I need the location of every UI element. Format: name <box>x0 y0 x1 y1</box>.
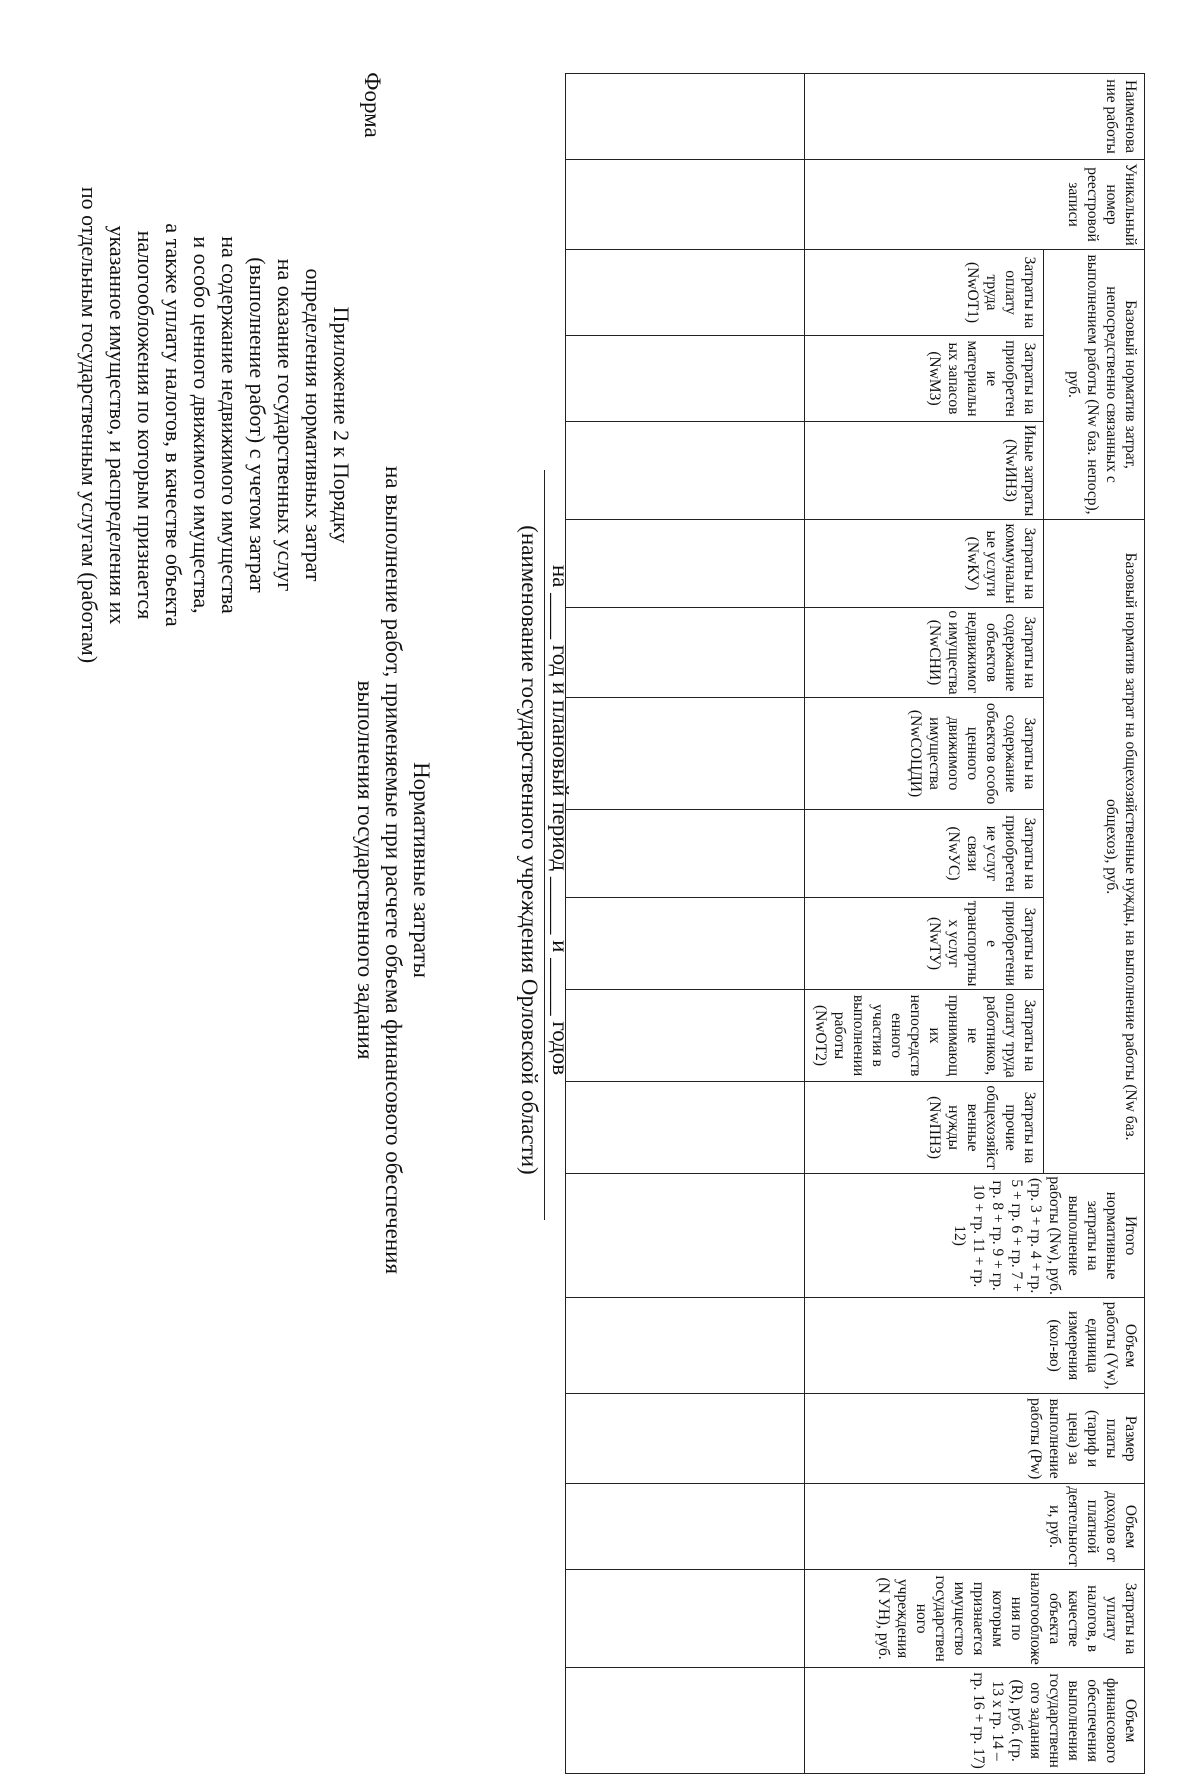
header-general-costs-group: Базовый норматив затрат на общехозяйственные нужды, на выполнение работы (Nw баз. общехоз), руб. <box>1044 520 1145 1174</box>
header-indirect-labor-costs: Затраты на оплату труда работников, не принимающих непосредственного участия в выполнении работы (NwОТ2) <box>805 990 1044 1082</box>
table-cell <box>566 1394 805 1484</box>
table-cell <box>566 520 805 608</box>
table-cell <box>566 1668 805 1774</box>
header-communication-costs: Затраты на приобретение услуг связи (NwУС) <box>805 810 1044 898</box>
header-total-costs: Итого нормативные затраты на выполнение работы (Nw), руб. (гр. 3 + гр. 4 + гр. 5 + гр. 6 + гр. 7 + гр. 8 + гр. 9 + гр. 10 + гр. 11 + гр. 12) <box>805 1174 1145 1298</box>
header-real-estate-costs: Затраты на содержание объектов недвижимого имущества (NwСНИ) <box>805 608 1044 698</box>
header-labor-costs: Затраты на оплату труда (NwОТ1) <box>805 250 1044 336</box>
appendix-line: и особо ценного движимого имущества, <box>189 236 214 614</box>
institution-caption: (наименование государственного учреждения Орловской области) <box>517 525 542 1175</box>
table-cell <box>566 1484 805 1570</box>
table-cell <box>566 990 805 1082</box>
header-tax-costs: Затраты на уплату налогов, в качестве объекта налогообложения по которым признается имущество государственного учреждения (N УН), руб. <box>805 1570 1145 1668</box>
appendix-line: определения нормативных затрат <box>301 268 326 582</box>
institution-underline <box>544 470 545 1220</box>
table-cell <box>566 336 805 422</box>
table-cell <box>566 898 805 990</box>
appendix-line: по отдельным государственным услугам (работам) <box>77 186 102 664</box>
header-fee-size: Размер платы (тариф и цена) за выполнение работы (Pw) <box>805 1394 1145 1484</box>
appendix-line: Приложение 2 к Порядку <box>329 306 354 544</box>
header-work-name: Наименование работы <box>805 74 1145 160</box>
title-line-1: Нормативные затраты <box>409 762 434 978</box>
appendix-line: налогообложения по которым признается <box>133 230 158 620</box>
cost-table <box>565 73 1145 1774</box>
header-other-costs: Иные затраты (NwИНЗ) <box>805 422 1044 520</box>
table-row <box>566 74 805 1774</box>
table-cell <box>566 1082 805 1174</box>
table-cell <box>566 810 805 898</box>
header-materials-costs: Затраты на приобретение материальных запасов (NwМЗ) <box>805 336 1044 422</box>
period-line: на ____ год и плановый период _____ и _____ годов <box>548 564 573 1076</box>
header-utilities-costs: Затраты на коммунальные услуги (NwКУ) <box>805 520 1044 608</box>
appendix-line: на оказание государственных услуг <box>273 258 298 592</box>
table-cell <box>566 1570 805 1668</box>
header-transport-costs: Затраты на приобретение транспортных услуг (NwТУ) <box>805 898 1044 990</box>
table-cell <box>566 250 805 336</box>
table-cell <box>566 160 805 250</box>
table-cell <box>566 74 805 160</box>
header-work-volume: Объем работы (Vw), единица измерения (кол-во) <box>805 1298 1145 1394</box>
cost-table-wrapper <box>565 73 1145 1774</box>
title-line-2: на выполнение работ, применяемые при расчете объема финансового обеспечения <box>381 465 406 1275</box>
header-financing-volume: Объем финансового обеспечения выполнения государственного задания (R), руб. (гр. 13 х гр. 14 – гр. 16 + гр. 17) <box>805 1668 1145 1774</box>
appendix-line: а также уплату налогов, в качестве объекта <box>161 223 186 627</box>
appendix-note <box>75 45 355 805</box>
table-cell <box>566 608 805 698</box>
appendix-line: (выполнение работ) с учетом затрат <box>245 257 270 593</box>
table-cell <box>566 698 805 810</box>
title-line-3: выполнения государственного задания <box>353 680 378 1060</box>
header-paid-income: Объем доходов от платной деятельности, руб. <box>805 1484 1145 1570</box>
table-cell <box>566 422 805 520</box>
header-other-general-costs: Затраты на прочие общехозяйственные нужды (NwПНЗ) <box>805 1082 1044 1174</box>
document-title <box>351 380 435 1360</box>
table-cell <box>566 1298 805 1394</box>
appendix-line: на содержание недвижимого имущества <box>217 236 242 614</box>
header-valuable-property-costs: Затраты на содержание объектов особо ценного движимого имущества (NwСОЦДИ) <box>805 698 1044 810</box>
appendix-line: указанное имущество, и распределения их <box>105 225 130 625</box>
form-label: Форма <box>360 72 385 138</box>
header-direct-costs-group: Базовый норматив затрат, непосредственно связанных с выполнением работы (Nw баз. непоср), руб. <box>1044 250 1145 520</box>
header-registry-number: Уникальный номер реестровой записи <box>805 160 1145 250</box>
table-cell <box>566 1174 805 1298</box>
